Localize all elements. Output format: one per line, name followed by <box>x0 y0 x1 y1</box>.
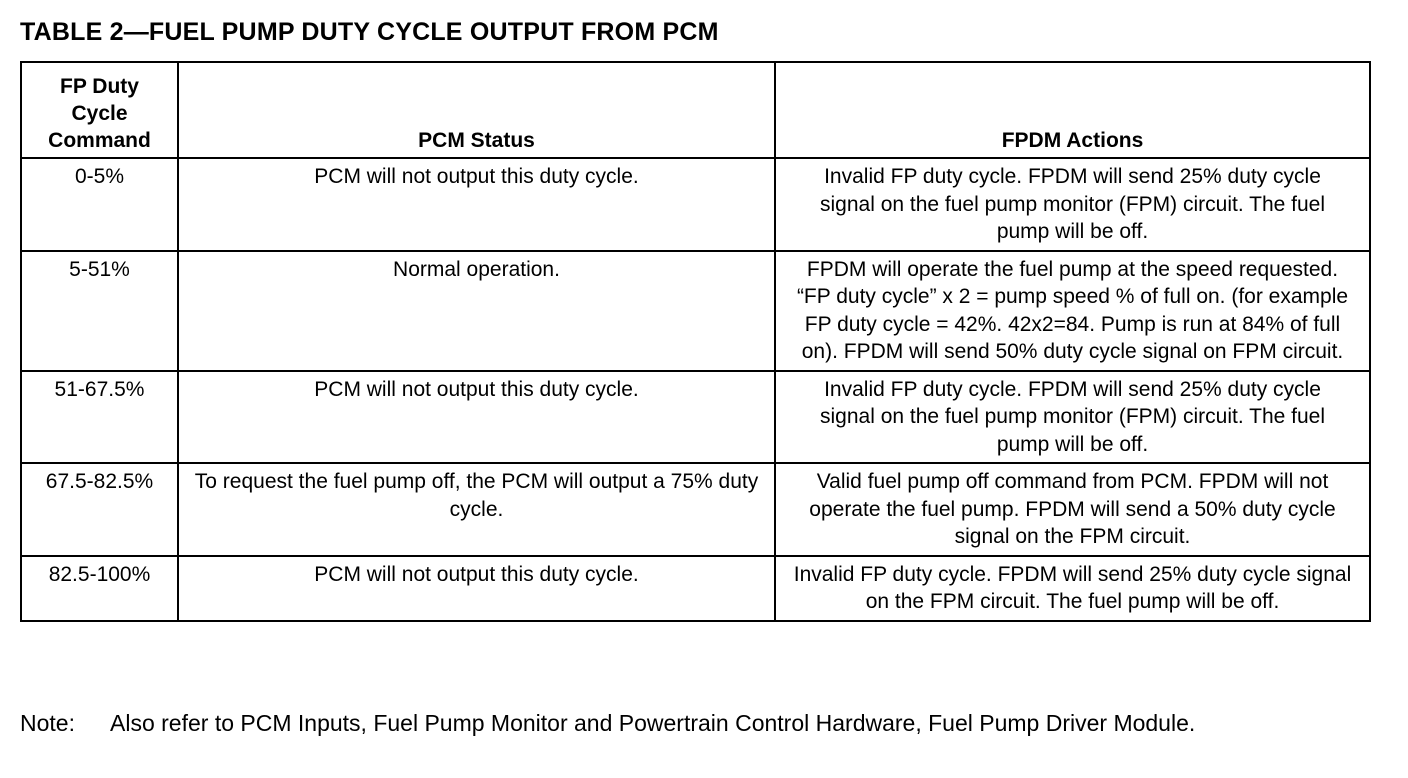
cell-pcm-status: PCM will not output this duty cycle. <box>178 158 775 251</box>
cell-pcm-status: PCM will not output this duty cycle. <box>178 556 775 621</box>
cell-fpdm-actions: FPDM will operate the fuel pump at the speed requested. “FP duty cycle” x 2 = pump speed % of full on. (for example FP duty cycle = 42%. 42x2=84. Pump is run at 84% of full on). FPDM will send 50% duty cycle signal on FPM circuit. <box>775 251 1370 371</box>
cell-fpdm-actions: Valid fuel pump off command from PCM. FPDM will not operate the fuel pump. FPDM will send a 50% duty cycle signal on the FPM circuit. <box>775 463 1370 556</box>
footnote <box>20 709 1360 737</box>
cell-fpdm-actions: Invalid FP duty cycle. FPDM will send 25% duty cycle signal on the FPM circuit. The fuel pump will be off. <box>775 556 1370 621</box>
table-row <box>21 556 1370 621</box>
table-row <box>21 463 1370 556</box>
table-row <box>21 371 1370 464</box>
cell-command: 5-51% <box>21 251 178 371</box>
table-row <box>21 158 1370 251</box>
header-command: FP Duty Cycle Command <box>21 62 178 158</box>
note-label: Note: <box>20 710 75 736</box>
cell-command: 82.5-100% <box>21 556 178 621</box>
cell-fpdm-actions: Invalid FP duty cycle. FPDM will send 25% duty cycle signal on the fuel pump monitor (FPM) circuit. The fuel pump will be off. <box>775 371 1370 464</box>
note-text: Also refer to PCM Inputs, Fuel Pump Monitor and Powertrain Control Hardware, Fuel Pump Driver Module. <box>110 710 1196 736</box>
cell-fpdm-actions: Invalid FP duty cycle. FPDM will send 25% duty cycle signal on the fuel pump monitor (FPM) circuit. The fuel pump will be off. <box>775 158 1370 251</box>
duty-cycle-table <box>20 61 1371 622</box>
table-row <box>21 251 1370 371</box>
cell-pcm-status: Normal operation. <box>178 251 775 371</box>
cell-pcm-status: To request the fuel pump off, the PCM will output a 75% duty cycle. <box>178 463 775 556</box>
table-title: TABLE 2—FUEL PUMP DUTY CYCLE OUTPUT FROM PCM <box>20 18 719 46</box>
table-header-row <box>21 62 1370 158</box>
cell-pcm-status: PCM will not output this duty cycle. <box>178 371 775 464</box>
header-fpdm-actions: FPDM Actions <box>775 62 1370 158</box>
header-pcm-status: PCM Status <box>178 62 775 158</box>
cell-command: 51-67.5% <box>21 371 178 464</box>
cell-command: 67.5-82.5% <box>21 463 178 556</box>
cell-command: 0-5% <box>21 158 178 251</box>
